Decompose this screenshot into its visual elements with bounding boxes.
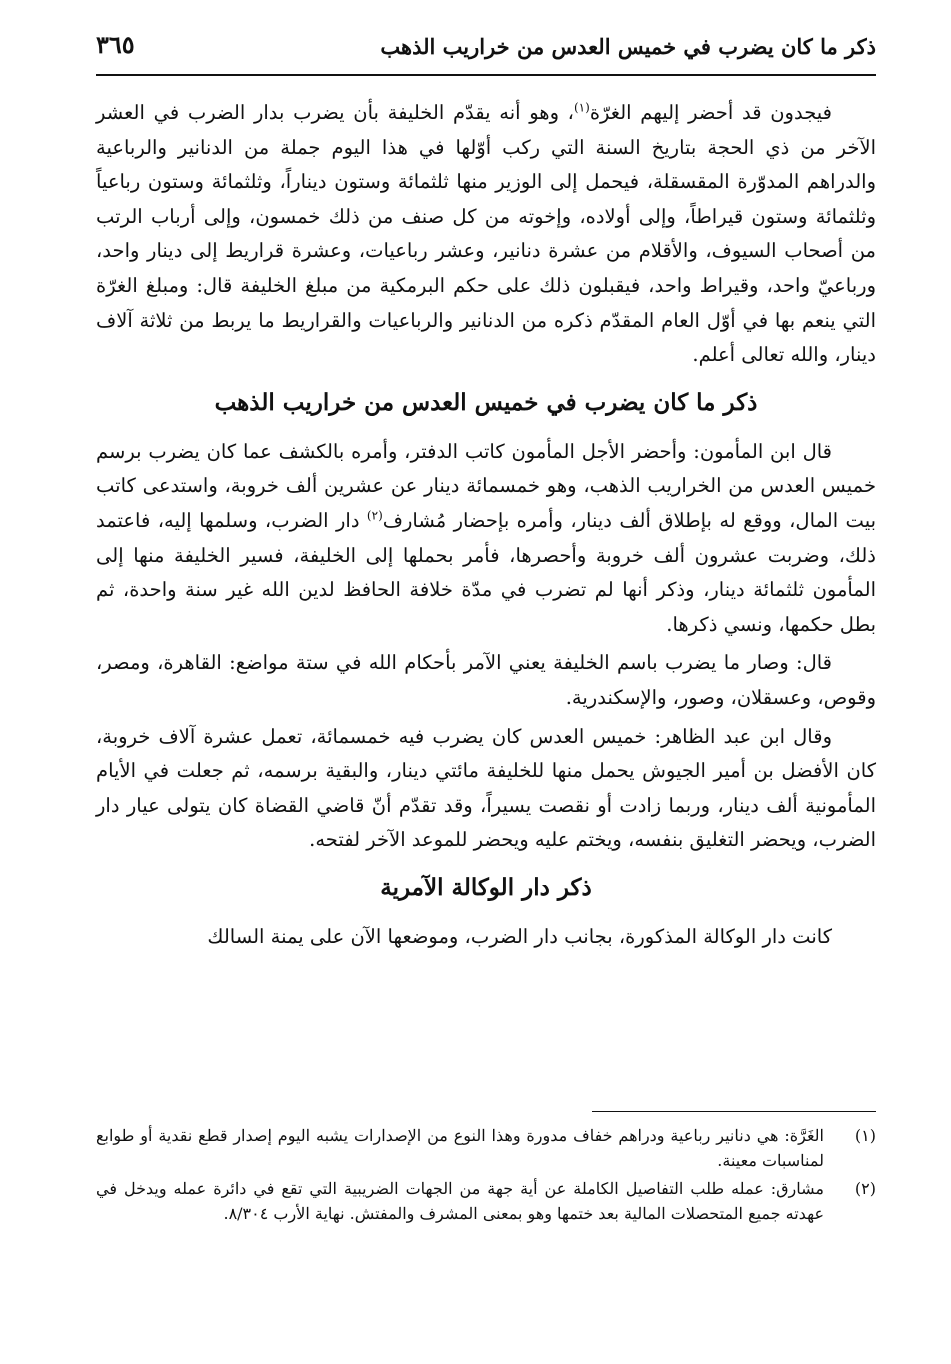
- footnote-1: [96, 1124, 876, 1173]
- paragraph-3: قال: وصار ما يضرب باسم الخليفة يعني الآمر بأحكام الله في ستة مواضع: القاهرة، ومصر، وقوص، وعسقلان، وصور، والإسكندرية.: [96, 651, 876, 709]
- paragraph-5: كانت دار الوكالة المذكورة، بجانب دار الضرب، وموضعها الآن على يمنة السالك: [207, 924, 832, 948]
- footnote-rule: [592, 1111, 876, 1112]
- running-header-title: ذكر ما كان يضرب في خميس العدس من خراريب الذهب: [380, 34, 876, 59]
- paragraph-1: [96, 96, 876, 373]
- paragraph-1-text-b: ، وهو أنه يقدّم الخليفة بأن يضرب بدار الضرب في العشر الآخر من ذي الحجة بتاريخ السنة التي ركب أوّلها في هذا اليوم جملة من الدنانير والرباعية والدراهم المدوّرة المقسقلة، فيحمل إلى الوزير منها ثلثمائة وستون ديناراً، وثلثمائة وستون رباعياً وثلثمائة وستون قيراطاً، وإلى أولاده، وإخوته من كل صنف من ذلك خمسون، وإلى أرباب الرتب من أصحاب السيوف، والأقلام من عشرة دنانير، وعشر رباعيات، وعشرة قراريط إلى دينار واحد، ورباعيّ واحد، وقيراط واحد، فيقبلون ذلك على حكم البرمكية من مبلغ الخليفة قال: ومبلغ الغرّة التي ينعم بها في أوّل العام المقدّم ذكره من الدنانير والرباعيات والقراريط ما يربط من ثلاثة آلاف دينار، والله تعالى أعلم.: [96, 101, 876, 367]
- paragraph-2-text-b: دار الضرب، وسلمها إليه، فاعتمد ذلك، وضربت عشرون ألف خروبة وأحصرها، فأمر بحملها إلى الخليفة، فسير الخليفة منها إلى المأمون ثلثمائة دينار، وذكر أنها لم تضرب في مدّة خلافة الحافظ لدين الله غير سنة واحدة، ثم بطل حكمها، ونسي ذكرها.: [96, 508, 876, 636]
- footnote-1-mark: (١): [854, 1126, 876, 1145]
- section-heading-dar-al-wakala: ذكر دار الوكالة الآمرية: [380, 873, 592, 901]
- section-heading-khamis-al-adas: ذكر ما كان يضرب في خميس العدس من خراريب الذهب: [214, 388, 758, 416]
- paragraph-2: [96, 435, 876, 643]
- footnote-ref-2: (٢): [366, 508, 383, 523]
- footnote-2-mark: (٢): [854, 1179, 876, 1198]
- page-number: ٣٦٥: [96, 30, 135, 59]
- paragraph-4: وقال ابن عبد الظاهر: خميس العدس كان يضرب فيه خمسمائة، تعمل عشرة آلاف خروبة، كان الأفضل بن أمير الجيوش يحمل منها للخليفة مائتي دينار، والبقية برسمه، ثم جعلت في الأيام المأمونية ألف دينار، وربما زادت أو نقصت يسيراً، وقد تقدّم أنّ قاضي القضاة كان يتولى عيار دار الضرب، ويحضر التغليق بنفسه، ويختم عليه ويحضر للموعد الآخر لفتحه.: [96, 724, 876, 852]
- running-header: [96, 28, 876, 68]
- footnote-1-text: الغَرَّة: هي دنانير رباعية ودراهم خفاف مدورة وهذا النوع من الإصدارات يشبه اليوم إصدار قطع نقدية أو طوابع لمناسبات معينة.: [96, 1126, 824, 1170]
- paragraph-1-text-a: فيجدون قد أحضر إليهم الغرّة: [589, 101, 832, 124]
- header-rule: [96, 74, 876, 76]
- paragraph-2-text-a: قال ابن المأمون: وأحضر الأجل المأمون كاتب الدفتر، وأمره بالكشف عما كان يضرب برسم خميس العدس من الخراريب الذهب، وهو خمسمائة دينار عن عشرين ألف خروبة، واستدعى كاتب بيت المال، ووقع له بإطلاق ألف دينار، وأمره بإحضار مُشارف: [96, 439, 877, 532]
- footnote-ref-1: (١): [573, 100, 590, 115]
- main-text: [96, 96, 876, 958]
- footnote-2-text: مشارق: عمله طلب التفاصيل الكاملة عن أية جهة من الجهات الضريبية التي تقع في دائرة عمله ويدخل في عهدته جميع المتحصلات المالية بعد ختمها وهو بمعنى المشرف والمفتش. نهاية الأرب ٨/٣٠٤.: [96, 1179, 824, 1223]
- footnote-2: [96, 1177, 876, 1226]
- footnotes: [96, 1124, 876, 1230]
